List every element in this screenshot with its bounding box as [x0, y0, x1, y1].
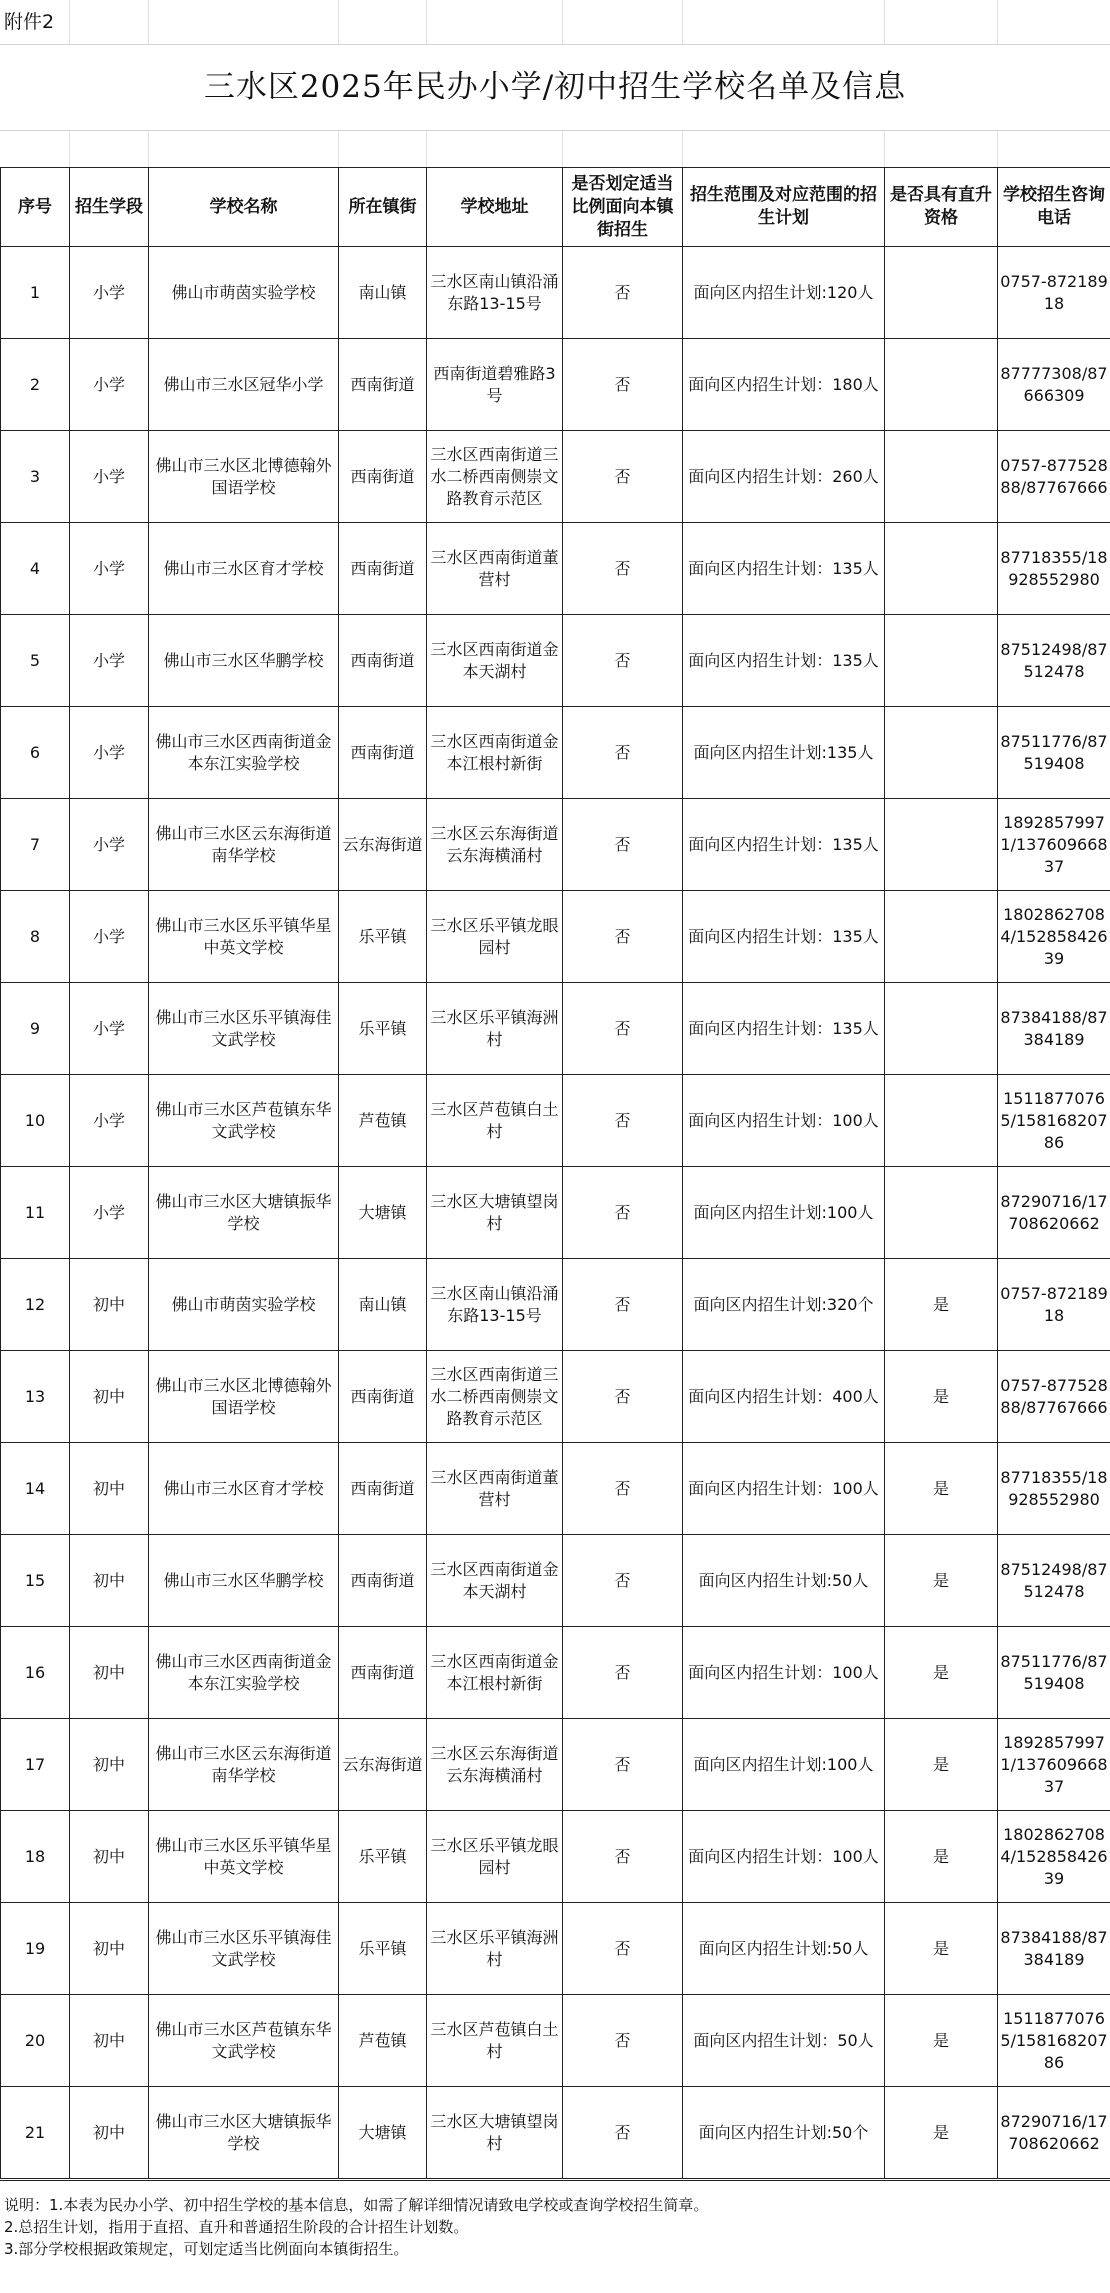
cell-school-name: 佛山市三水区云东海街道南华学校	[149, 1719, 339, 1811]
cell-town: 西南街道	[339, 523, 427, 615]
cell-address: 三水区西南街道金本江根村新街	[427, 1627, 563, 1719]
cell-local-ratio: 否	[563, 1259, 683, 1351]
cell-address: 三水区乐平镇海洲村	[427, 1903, 563, 1995]
page-title: 三水区2025年民办小学/初中招生学校名单及信息	[0, 44, 1110, 131]
cell-school-name: 佛山市三水区乐平镇海佳文武学校	[149, 983, 339, 1075]
header-phone: 学校招生咨询电话	[998, 168, 1110, 247]
table-row	[1, 983, 1110, 1075]
cell-school-name: 佛山市三水区乐平镇海佳文武学校	[149, 1903, 339, 1995]
table-row	[1, 891, 1110, 983]
cell-town: 芦苞镇	[339, 1075, 427, 1167]
cell-local-ratio: 否	[563, 1351, 683, 1443]
cell-local-ratio: 否	[563, 1995, 683, 2087]
cell-stage: 小学	[70, 799, 149, 891]
cell-local-ratio: 否	[563, 1903, 683, 1995]
cell-no: 4	[1, 523, 70, 615]
cell-direct: 是	[885, 1811, 998, 1903]
cell-plan: 面向区内招生计划：135人	[683, 615, 885, 707]
cell-stage: 初中	[70, 1627, 149, 1719]
cell-direct: 是	[885, 1995, 998, 2087]
cell-school-name: 佛山市三水区芦苞镇东华文武学校	[149, 1075, 339, 1167]
cell-school-name: 佛山市三水区芦苞镇东华文武学校	[149, 1995, 339, 2087]
table-row	[1, 1903, 1110, 1995]
cell-school-name: 佛山市萌茵实验学校	[149, 247, 339, 339]
table-row	[1, 615, 1110, 707]
cell-direct	[885, 983, 998, 1075]
cell-phone: 18028627084/15285842639	[998, 891, 1110, 983]
cell-stage: 初中	[70, 1811, 149, 1903]
cell-no: 11	[1, 1167, 70, 1259]
cell-local-ratio: 否	[563, 1167, 683, 1259]
table-row	[1, 1995, 1110, 2087]
cell-local-ratio: 否	[563, 339, 683, 431]
cell-plan: 面向区内招生计划：100人	[683, 1811, 885, 1903]
cell-address: 三水区乐平镇龙眼园村	[427, 891, 563, 983]
cell-address: 三水区西南街道三水二桥西南侧崇文路教育示范区	[427, 431, 563, 523]
notes-section	[0, 2180, 1110, 2293]
cell-no: 1	[1, 247, 70, 339]
cell-phone: 87511776/87519408	[998, 1627, 1110, 1719]
cell-plan: 面向区内招生计划:320个	[683, 1259, 885, 1351]
cell-plan: 面向区内招生计划：260人	[683, 431, 885, 523]
cell-no: 12	[1, 1259, 70, 1351]
cell-address: 三水区西南街道金本天湖村	[427, 615, 563, 707]
header-local-ratio: 是否划定适当比例面向本镇街招生	[563, 168, 683, 247]
cell-plan: 面向区内招生计划：100人	[683, 1075, 885, 1167]
cell-town: 云东海街道	[339, 799, 427, 891]
table-row	[1, 1443, 1110, 1535]
cell-stage: 小学	[70, 339, 149, 431]
cell-plan: 面向区内招生计划:50个	[683, 2087, 885, 2179]
cell-no: 6	[1, 707, 70, 799]
cell-direct	[885, 1167, 998, 1259]
note-line-2: 2.总招生计划，指用于直招、直升和普通招生阶段的合计招生计划数。	[4, 2218, 469, 2236]
cell-town: 大塘镇	[339, 1167, 427, 1259]
cell-local-ratio: 否	[563, 983, 683, 1075]
cell-direct: 是	[885, 1443, 998, 1535]
cell-local-ratio: 否	[563, 799, 683, 891]
cell-plan: 面向区内招生计划:135人	[683, 707, 885, 799]
cell-direct: 是	[885, 1903, 998, 1995]
cell-plan: 面向区内招生计划：135人	[683, 523, 885, 615]
cell-school-name: 佛山市三水区育才学校	[149, 523, 339, 615]
header-stage: 招生学段	[70, 168, 149, 247]
cell-town: 西南街道	[339, 615, 427, 707]
cell-town: 南山镇	[339, 1259, 427, 1351]
cell-town: 云东海街道	[339, 1719, 427, 1811]
cell-plan: 面向区内招生计划:50人	[683, 1903, 885, 1995]
cell-phone: 0757-87218918	[998, 1259, 1110, 1351]
cell-stage: 初中	[70, 1719, 149, 1811]
cell-town: 西南街道	[339, 1351, 427, 1443]
header-plan: 招生范围及对应范围的招生计划	[683, 168, 885, 247]
table-row	[1, 1351, 1110, 1443]
cell-local-ratio: 否	[563, 2087, 683, 2179]
cell-local-ratio: 否	[563, 247, 683, 339]
cell-school-name: 佛山市三水区北博德翰外国语学校	[149, 1351, 339, 1443]
table-row	[1, 523, 1110, 615]
cell-no: 13	[1, 1351, 70, 1443]
header-school-name: 学校名称	[149, 168, 339, 247]
cell-town: 南山镇	[339, 247, 427, 339]
cell-school-name: 佛山市三水区北博德翰外国语学校	[149, 431, 339, 523]
cell-stage: 小学	[70, 1167, 149, 1259]
cell-local-ratio: 否	[563, 1535, 683, 1627]
cell-address: 三水区大塘镇望岗村	[427, 2087, 563, 2179]
cell-stage: 初中	[70, 1443, 149, 1535]
cell-plan: 面向区内招生计划：180人	[683, 339, 885, 431]
cell-phone: 87512498/87512478	[998, 1535, 1110, 1627]
cell-no: 9	[1, 983, 70, 1075]
cell-school-name: 佛山市三水区华鹏学校	[149, 615, 339, 707]
cell-address: 三水区南山镇沿涌东路13-15号	[427, 1259, 563, 1351]
cell-direct: 是	[885, 1719, 998, 1811]
cell-town: 乐平镇	[339, 1903, 427, 1995]
table-row	[1, 1535, 1110, 1627]
cell-local-ratio: 否	[563, 1443, 683, 1535]
table-row	[1, 799, 1110, 891]
cell-address: 三水区乐平镇龙眼园村	[427, 1811, 563, 1903]
cell-plan: 面向区内招生计划：135人	[683, 799, 885, 891]
cell-phone: 18928579971/13760966837	[998, 799, 1110, 891]
cell-town: 大塘镇	[339, 2087, 427, 2179]
cell-local-ratio: 否	[563, 615, 683, 707]
cell-no: 8	[1, 891, 70, 983]
cell-no: 20	[1, 1995, 70, 2087]
header-row	[1, 168, 1110, 247]
cell-local-ratio: 否	[563, 1811, 683, 1903]
cell-town: 西南街道	[339, 431, 427, 523]
cell-direct: 是	[885, 1259, 998, 1351]
cell-no: 5	[1, 615, 70, 707]
cell-no: 18	[1, 1811, 70, 1903]
cell-local-ratio: 否	[563, 431, 683, 523]
cell-stage: 小学	[70, 615, 149, 707]
cell-school-name: 佛山市三水区大塘镇振华学校	[149, 2087, 339, 2179]
cell-town: 西南街道	[339, 1535, 427, 1627]
cell-plan: 面向区内招生计划：135人	[683, 891, 885, 983]
cell-local-ratio: 否	[563, 891, 683, 983]
cell-phone: 15118770765/15816820786	[998, 1075, 1110, 1167]
cell-phone: 87384188/87384189	[998, 1903, 1110, 1995]
cell-school-name: 佛山市三水区云东海街道南华学校	[149, 799, 339, 891]
header-no: 序号	[1, 168, 70, 247]
cell-direct: 是	[885, 2087, 998, 2179]
spacer-row	[0, 131, 1110, 167]
cell-local-ratio: 否	[563, 1075, 683, 1167]
cell-plan: 面向区内招生计划：100人	[683, 1627, 885, 1719]
table-row	[1, 339, 1110, 431]
cell-address: 三水区云东海街道云东海横涌村	[427, 799, 563, 891]
cell-town: 西南街道	[339, 1627, 427, 1719]
table-row	[1, 431, 1110, 523]
cell-stage: 小学	[70, 523, 149, 615]
cell-stage: 初中	[70, 1259, 149, 1351]
table-row	[1, 247, 1110, 339]
note-line-1: 说明：1.本表为民办小学、初中招生学校的基本信息，如需了解详细情况请致电学校或查询学校招生简章。	[4, 2196, 709, 2214]
cell-direct	[885, 799, 998, 891]
cell-direct: 是	[885, 1351, 998, 1443]
cell-school-name: 佛山市三水区西南街道金本东江实验学校	[149, 1627, 339, 1719]
cell-direct	[885, 891, 998, 983]
cell-town: 芦苞镇	[339, 1995, 427, 2087]
cell-stage: 初中	[70, 1995, 149, 2087]
cell-direct	[885, 615, 998, 707]
cell-stage: 小学	[70, 431, 149, 523]
cell-plan: 面向区内招生计划:100人	[683, 1719, 885, 1811]
cell-address: 三水区西南街道三水二桥西南侧崇文路教育示范区	[427, 1351, 563, 1443]
cell-local-ratio: 否	[563, 1627, 683, 1719]
cell-town: 乐平镇	[339, 891, 427, 983]
cell-plan: 面向区内招生计划：100人	[683, 1443, 885, 1535]
cell-phone: 87512498/87512478	[998, 615, 1110, 707]
table-row	[1, 707, 1110, 799]
cell-plan: 面向区内招生计划：400人	[683, 1351, 885, 1443]
cell-address: 三水区西南街道董营村	[427, 523, 563, 615]
cell-school-name: 佛山市三水区乐平镇华星中英文学校	[149, 891, 339, 983]
cell-stage: 小学	[70, 1075, 149, 1167]
school-table	[0, 167, 1110, 2179]
cell-local-ratio: 否	[563, 707, 683, 799]
cell-phone: 18028627084/15285842639	[998, 1811, 1110, 1903]
cell-stage: 小学	[70, 247, 149, 339]
cell-phone: 0757-87752888/87767666	[998, 431, 1110, 523]
cell-school-name: 佛山市三水区育才学校	[149, 1443, 339, 1535]
cell-direct	[885, 339, 998, 431]
cell-school-name: 佛山市三水区乐平镇华星中英文学校	[149, 1811, 339, 1903]
table-row	[1, 1811, 1110, 1903]
cell-stage: 小学	[70, 707, 149, 799]
table-row	[1, 2087, 1110, 2179]
attachment-row	[0, 0, 1110, 45]
cell-stage: 初中	[70, 2087, 149, 2179]
cell-town: 西南街道	[339, 339, 427, 431]
header-address: 学校地址	[427, 168, 563, 247]
cell-direct: 是	[885, 1535, 998, 1627]
cell-stage: 初中	[70, 1351, 149, 1443]
cell-no: 17	[1, 1719, 70, 1811]
cell-stage: 初中	[70, 1535, 149, 1627]
cell-no: 3	[1, 431, 70, 523]
cell-phone: 87290716/17708620662	[998, 2087, 1110, 2179]
cell-school-name: 佛山市三水区冠华小学	[149, 339, 339, 431]
cell-no: 7	[1, 799, 70, 891]
cell-plan: 面向区内招生计划:120人	[683, 247, 885, 339]
cell-phone: 87718355/18928552980	[998, 523, 1110, 615]
cell-address: 三水区西南街道金本江根村新街	[427, 707, 563, 799]
cell-no: 21	[1, 2087, 70, 2179]
table-row	[1, 1627, 1110, 1719]
header-direct: 是否具有直升资格	[885, 168, 998, 247]
cell-no: 16	[1, 1627, 70, 1719]
cell-plan: 面向区内招生计划:100人	[683, 1167, 885, 1259]
cell-town: 乐平镇	[339, 1811, 427, 1903]
cell-no: 15	[1, 1535, 70, 1627]
cell-direct	[885, 1075, 998, 1167]
cell-address: 三水区大塘镇望岗村	[427, 1167, 563, 1259]
cell-address: 三水区云东海街道云东海横涌村	[427, 1719, 563, 1811]
cell-direct: 是	[885, 1627, 998, 1719]
cell-local-ratio: 否	[563, 1719, 683, 1811]
table-row	[1, 1259, 1110, 1351]
note-line-3: 3.部分学校根据政策规定，可划定适当比例面向本镇街招生。	[4, 2240, 409, 2258]
cell-phone: 18928579971/13760966837	[998, 1719, 1110, 1811]
cell-phone: 87777308/87666309	[998, 339, 1110, 431]
attachment-label: 附件2	[4, 11, 55, 33]
cell-direct	[885, 431, 998, 523]
cell-direct	[885, 707, 998, 799]
cell-plan: 面向区内招生计划：135人	[683, 983, 885, 1075]
table-row	[1, 1167, 1110, 1259]
cell-address: 西南街道碧雅路3号	[427, 339, 563, 431]
cell-address: 三水区西南街道金本天湖村	[427, 1535, 563, 1627]
cell-phone: 87718355/18928552980	[998, 1443, 1110, 1535]
cell-phone: 15118770765/15816820786	[998, 1995, 1110, 2087]
cell-school-name: 佛山市萌茵实验学校	[149, 1259, 339, 1351]
cell-town: 西南街道	[339, 1443, 427, 1535]
cell-local-ratio: 否	[563, 523, 683, 615]
cell-address: 三水区乐平镇海洲村	[427, 983, 563, 1075]
table-row	[1, 1075, 1110, 1167]
cell-school-name: 佛山市三水区西南街道金本东江实验学校	[149, 707, 339, 799]
cell-no: 14	[1, 1443, 70, 1535]
cell-school-name: 佛山市三水区华鹏学校	[149, 1535, 339, 1627]
cell-direct	[885, 247, 998, 339]
cell-town: 乐平镇	[339, 983, 427, 1075]
cell-stage: 初中	[70, 1903, 149, 1995]
cell-town: 西南街道	[339, 707, 427, 799]
cell-stage: 小学	[70, 891, 149, 983]
table-row	[1, 1719, 1110, 1811]
cell-stage: 小学	[70, 983, 149, 1075]
cell-plan: 面向区内招生计划:50人	[683, 1535, 885, 1627]
cell-school-name: 佛山市三水区大塘镇振华学校	[149, 1167, 339, 1259]
cell-phone: 87511776/87519408	[998, 707, 1110, 799]
cell-direct	[885, 523, 998, 615]
cell-address: 三水区芦苞镇白土村	[427, 1995, 563, 2087]
header-town: 所在镇街	[339, 168, 427, 247]
cell-phone: 87384188/87384189	[998, 983, 1110, 1075]
cell-no: 10	[1, 1075, 70, 1167]
cell-plan: 面向区内招生计划：50人	[683, 1995, 885, 2087]
cell-phone: 0757-87218918	[998, 247, 1110, 339]
cell-address: 三水区南山镇沿涌东路13-15号	[427, 247, 563, 339]
cell-address: 三水区西南街道董营村	[427, 1443, 563, 1535]
cell-no: 2	[1, 339, 70, 431]
cell-address: 三水区芦苞镇白土村	[427, 1075, 563, 1167]
cell-no: 19	[1, 1903, 70, 1995]
cell-phone: 0757-87752888/87767666	[998, 1351, 1110, 1443]
cell-phone: 87290716/17708620662	[998, 1167, 1110, 1259]
